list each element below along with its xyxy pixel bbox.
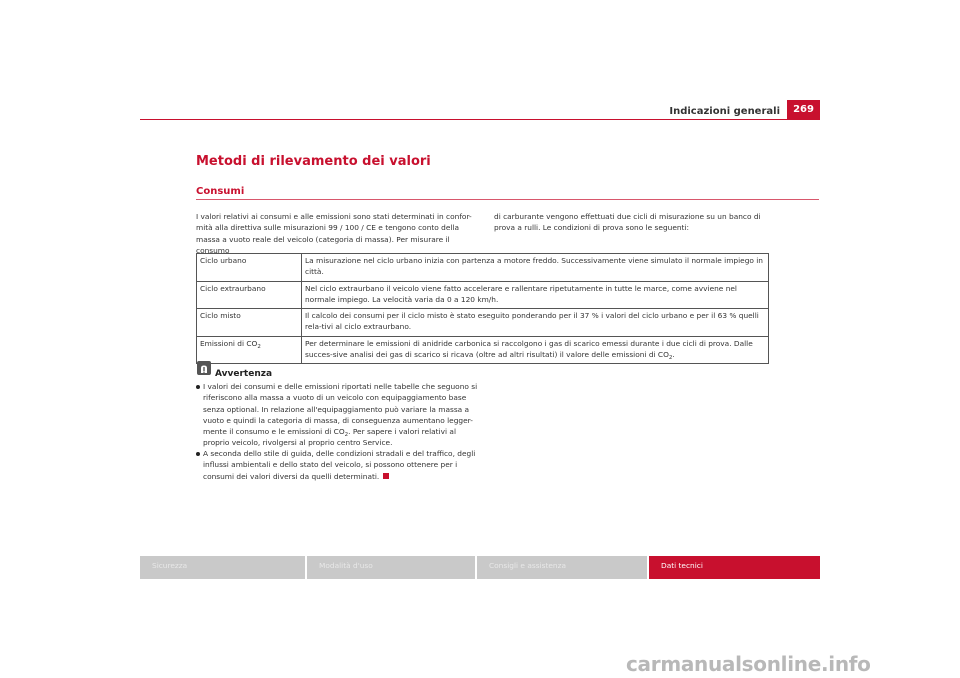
warning-item bbox=[196, 448, 478, 482]
intro-paragraph-right: di carburante vengono effettuati due cicli di misurazione su un banco di prova a rulli. Le condizioni di prova sono le seguenti: bbox=[494, 212, 761, 233]
header-divider bbox=[140, 119, 820, 120]
running-header-title: Indicazioni generali bbox=[669, 106, 780, 117]
warning-text: A seconda dello stile di guida, delle condizioni stradali e del traffico, degli influssi ambientali e dello stato del veicolo, si possono ottenere per i consumi dei valori diversi da quelli determinati. bbox=[203, 449, 476, 481]
table-cell-text bbox=[302, 336, 769, 364]
footer-tab-dati-tecnici[interactable]: Dati tecnici bbox=[649, 556, 820, 579]
table-row bbox=[197, 281, 769, 309]
end-mark-icon bbox=[383, 473, 389, 479]
warning-item bbox=[196, 381, 478, 449]
warning-text: I valori dei consumi e delle emissioni riportati nelle tabelle che seguono si riferiscono alla massa a vuoto di un veicolo con equipaggiamento base senza optional. In relazione all'equipaggiamento può variare la massa a vuoto e quindi la categoria di massa, di conseguenza aumentano legger-mente il consumo e le emissioni di CO bbox=[203, 382, 478, 437]
intro-paragraph-left: I valori relativi ai consumi e alle emissioni sono stati determinati in confor-mità alla direttiva sulle misurazioni 99 / 100 / CE e tengono conto della massa a vuoto reale del veicolo (categoria di massa). Per misurare il consumo bbox=[196, 212, 472, 255]
warning-title: Avvertenza bbox=[215, 369, 273, 379]
table-cell-label: Ciclo urbano bbox=[197, 254, 302, 282]
table-cell-label bbox=[197, 336, 302, 364]
cell-subscript: 2 bbox=[668, 355, 673, 362]
table-row bbox=[197, 336, 769, 364]
cell-text: Per determinare le emissioni di anidride carbonica si raccolgono i gas di scarico emessi durante i due cicli di prova. Dalle succes-sive analisi dei gas di scarico si ricava (oltre ad altri risultati) il valore delle emissioni di CO bbox=[305, 338, 753, 360]
bullet-icon bbox=[196, 385, 200, 389]
table-cell-label: Ciclo extraurbano bbox=[197, 281, 302, 309]
section-title: Metodi di rilevamento dei valori bbox=[196, 154, 431, 169]
warning-item-text bbox=[196, 381, 478, 449]
subsection-title: Consumi bbox=[196, 186, 245, 197]
footer-tab-sicurezza[interactable]: Sicurezza bbox=[140, 556, 305, 579]
table-cell-text: La misurazione nel ciclo urbano inizia con partenza a motore freddo. Successivamente viene simulato il normale impiego in città. bbox=[302, 254, 769, 282]
table-cell-text: Nel ciclo extraurbano il veicolo viene fatto accelerare e rallentare ripetutamente in tutte le marce, come avviene nel normale impiego. La velocità varia da 0 a 120 km/h. bbox=[302, 281, 769, 309]
cell-text-end: . bbox=[672, 350, 675, 360]
bullet-icon bbox=[196, 452, 200, 456]
label-text: Emissioni di CO bbox=[200, 338, 258, 348]
info-note-icon bbox=[197, 361, 211, 375]
subsection-divider bbox=[196, 199, 819, 200]
warning-subscript: 2 bbox=[344, 432, 349, 439]
label-subscript: 2 bbox=[257, 343, 261, 350]
table-cell-text: Il calcolo dei consumi per il ciclo misto è stato eseguito ponderando per il 37 % i valori del ciclo urbano e per il 63 % quelli rela-tivi al ciclo extraurbano. bbox=[302, 309, 769, 337]
page-number-badge: 269 bbox=[787, 100, 820, 120]
warning-text-end: . Per sapere i valori relativi al proprio veicolo, rivolgersi al proprio centro Service. bbox=[203, 427, 456, 448]
warning-item-text bbox=[196, 448, 478, 482]
footer-tab-modalita-uso[interactable]: Modalità d'uso bbox=[307, 556, 475, 579]
watermark: carmanualsonline.info bbox=[626, 652, 871, 676]
table-row bbox=[197, 309, 769, 337]
test-conditions-table bbox=[196, 253, 769, 364]
table-cell-label: Ciclo misto bbox=[197, 309, 302, 337]
footer-tab-consigli-assistenza[interactable]: Consigli e assistenza bbox=[477, 556, 647, 579]
table-row bbox=[197, 254, 769, 282]
